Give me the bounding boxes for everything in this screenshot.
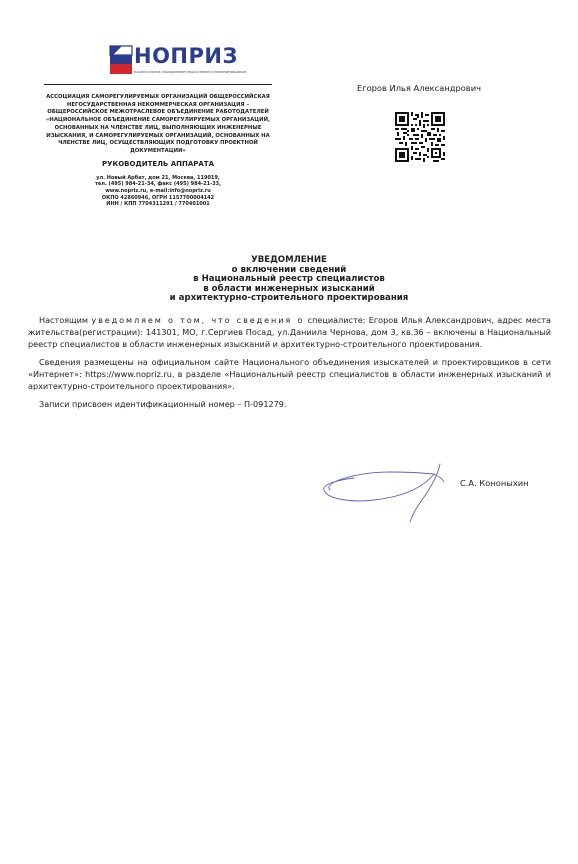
notice-line-5: и архитектурно-строительного проектирования bbox=[169, 293, 409, 303]
handwritten-signature-icon bbox=[318, 462, 450, 526]
notice-title bbox=[60, 256, 518, 304]
body-paragraph-1 bbox=[28, 314, 551, 350]
p1-spaced: уведомляем о том, что сведения о bbox=[91, 315, 305, 325]
organization-phone: тел. (495) 984-21-34, факс (495) 984-21-33, bbox=[94, 181, 222, 188]
logo-text: НОПРИЗ bbox=[134, 44, 238, 68]
organization-role: РУКОВОДИТЕЛЬ АППАРАТА bbox=[101, 159, 214, 168]
notice-body bbox=[28, 314, 551, 416]
organization-contacts bbox=[44, 175, 272, 209]
notice-line-3: в Национальный реестр специалистов bbox=[193, 274, 385, 284]
organization-okpo: ОКПО 42860946, ОГРН 1157700004142 bbox=[101, 194, 215, 201]
nopriz-logo bbox=[108, 44, 247, 80]
organization-block bbox=[44, 94, 272, 208]
p1-rest: специалисте: Егоров Илья Александрович, адрес места жительства(регистрации): 141301, МО, г.Сергиев Посад, ул.Даниила Чернова, дом 3, кв.36 – включены в Национальный реестр специалистов в области инженерных изысканий и архитектурно-строительного проектирования. bbox=[28, 315, 551, 349]
organization-address: ул. Новый Арбат, дом 21, Москва, 119019, bbox=[96, 174, 220, 181]
notice-line-2: о включении сведений bbox=[231, 264, 347, 275]
body-paragraph-3: Записи присвоен идентификационный номер – П-091279. bbox=[39, 399, 287, 409]
recipient-name: Егоров Илья Александрович bbox=[356, 83, 481, 93]
qr-code-icon bbox=[395, 112, 445, 162]
notice-heading: УВЕДОМЛЕНИЕ bbox=[251, 255, 327, 265]
logo-wordmark bbox=[134, 44, 238, 68]
organization-title: АССОЦИАЦИЯ САМОРЕГУЛИРУЕМЫХ ОРГАНИЗАЦИЙ ОБЩЕРОССИЙСКАЯ НЕГОСУДАРСТВЕННАЯ НЕКОММЕРЧЕСКАЯ ОРГАНИЗАЦИЯ – ОБЩЕРОССИЙСКОЕ МЕЖОТРАСЛЕВОЕ ОБЪЕДИНЕНИЕ РАБОТОДАТЕЛЕЙ «НАЦИОНАЛЬНОЕ ОБЪЕДИНЕНИЕ САМОРЕГУЛИРУЕМЫХ ОРГАНИЗАЦИЙ, ОСНОВАННЫХ НА ЧЛЕНСТВЕ ЛИЦ, ВЫПОЛНЯЮЩИХ ИНЖЕНЕРНЫЕ ИЗЫСКАНИЯ, И САМОРЕГУЛИРУЕМЫХ ОРГАНИЗАЦИЙ, ОСНОВАННЫХ НА ЧЛЕНСТВЕ ЛИЦ, ОСУЩЕСТВЛЯЮЩИХ ПОДГОТОВКУ ПРОЕКТНОЙ ДОКУМЕНТАЦИИ» bbox=[45, 94, 271, 154]
header-divider bbox=[44, 84, 272, 85]
logo-subtitle: НАЦИОНАЛЬНОЕ ОБЪЕДИНЕНИЕ ИЗЫСКАТЕЛЕЙ И ПРОЕКТИРОВЩИКОВ bbox=[134, 70, 247, 74]
signer-name: С.А. Кононыхин bbox=[460, 478, 529, 488]
notice-line-4: в области инженерных изысканий bbox=[203, 283, 375, 294]
organization-web: www.nopriz.ru, e-mail:info@nopriz.ru bbox=[105, 188, 211, 195]
organization-inn: ИНН / КПП 7704311291 / 770401001 bbox=[106, 201, 210, 208]
body-paragraph-2: Сведения размещены на официальном сайте Национального объединения изыскателей и проектировщиков в сети «Интернет»: https://www.nopriz.ru, в разделе «Национальный реестр специалистов в области инженерных изысканий и архитектурно-строительного проектирования». bbox=[28, 357, 551, 391]
p1-intro: Настоящим bbox=[39, 315, 89, 325]
russian-flag-emblem-icon bbox=[108, 44, 134, 76]
